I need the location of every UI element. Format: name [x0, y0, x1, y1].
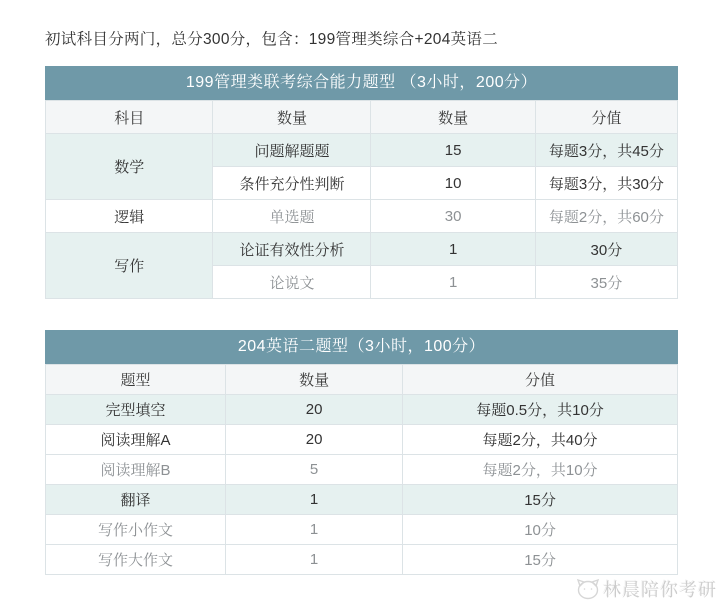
column-header: 数量 — [226, 365, 403, 395]
cell-score: 15分 — [403, 485, 678, 515]
cell-type: 写作大作文 — [46, 545, 226, 575]
column-header: 分值 — [403, 365, 678, 395]
cell-score: 每题3分，共30分 — [535, 167, 677, 200]
column-header: 科目 — [46, 101, 213, 134]
table-row — [46, 545, 678, 575]
table-204-english — [45, 330, 678, 575]
table-row — [46, 515, 678, 545]
cell-subject: 逻辑 — [46, 200, 213, 233]
cell-score: 每题3分，共45分 — [535, 134, 677, 167]
cell-count: 20 — [226, 425, 403, 455]
table-204-title: 204英语二题型（3小时，100分） — [45, 330, 678, 364]
cell-type: 条件充分性判断 — [213, 167, 371, 200]
cell-score: 35分 — [535, 266, 677, 299]
table-row — [46, 200, 678, 233]
intro-text: 初试科目分两门，总分300分，包含：199管理类综合+204英语二 — [45, 31, 499, 48]
table-row — [46, 134, 678, 167]
cell-subject: 写作 — [46, 233, 213, 299]
cell-count: 15 — [371, 134, 535, 167]
cell-count: 1 — [226, 545, 403, 575]
cell-type: 论说文 — [213, 266, 371, 299]
table-row — [46, 233, 678, 266]
brand-watermark — [576, 576, 717, 602]
cell-count: 5 — [226, 455, 403, 485]
cell-type: 阅读理解B — [46, 455, 226, 485]
table-199-management — [45, 66, 678, 299]
cell-type: 论证有效性分析 — [213, 233, 371, 266]
cell-type: 写作小作文 — [46, 515, 226, 545]
cell-count: 1 — [371, 266, 535, 299]
column-header: 题型 — [46, 365, 226, 395]
cell-score: 15分 — [403, 545, 678, 575]
cell-score: 每题2分，共40分 — [403, 425, 678, 455]
cell-count: 1 — [226, 485, 403, 515]
column-header: 数量 — [371, 101, 535, 134]
table-204-grid — [45, 364, 678, 575]
cat-face-icon — [576, 578, 600, 600]
cell-count: 1 — [371, 233, 535, 266]
cell-score: 每题0.5分，共10分 — [403, 395, 678, 425]
cell-type: 完型填空 — [46, 395, 226, 425]
table-199-title: 199管理类联考综合能力题型 （3小时，200分） — [45, 66, 678, 100]
cell-count: 1 — [226, 515, 403, 545]
table-row — [46, 455, 678, 485]
cell-type: 单选题 — [213, 200, 371, 233]
watermark-text: 林晨陪你考研 — [603, 580, 717, 600]
cell-count: 20 — [226, 395, 403, 425]
table-199-header-row — [46, 101, 678, 134]
cell-type: 问题解题题 — [213, 134, 371, 167]
cell-count: 30 — [371, 200, 535, 233]
column-header: 分值 — [535, 101, 677, 134]
cell-score: 每题2分，共60分 — [535, 200, 677, 233]
table-row — [46, 485, 678, 515]
cell-type: 阅读理解A — [46, 425, 226, 455]
cell-score: 30分 — [535, 233, 677, 266]
cell-subject: 数学 — [46, 134, 213, 200]
cell-score: 10分 — [403, 515, 678, 545]
table-199-grid — [45, 100, 678, 299]
cell-count: 10 — [371, 167, 535, 200]
cell-type: 翻译 — [46, 485, 226, 515]
table-204-header-row — [46, 365, 678, 395]
cell-score: 每题2分，共10分 — [403, 455, 678, 485]
table-row — [46, 395, 678, 425]
column-header: 数量 — [213, 101, 371, 134]
table-row — [46, 425, 678, 455]
